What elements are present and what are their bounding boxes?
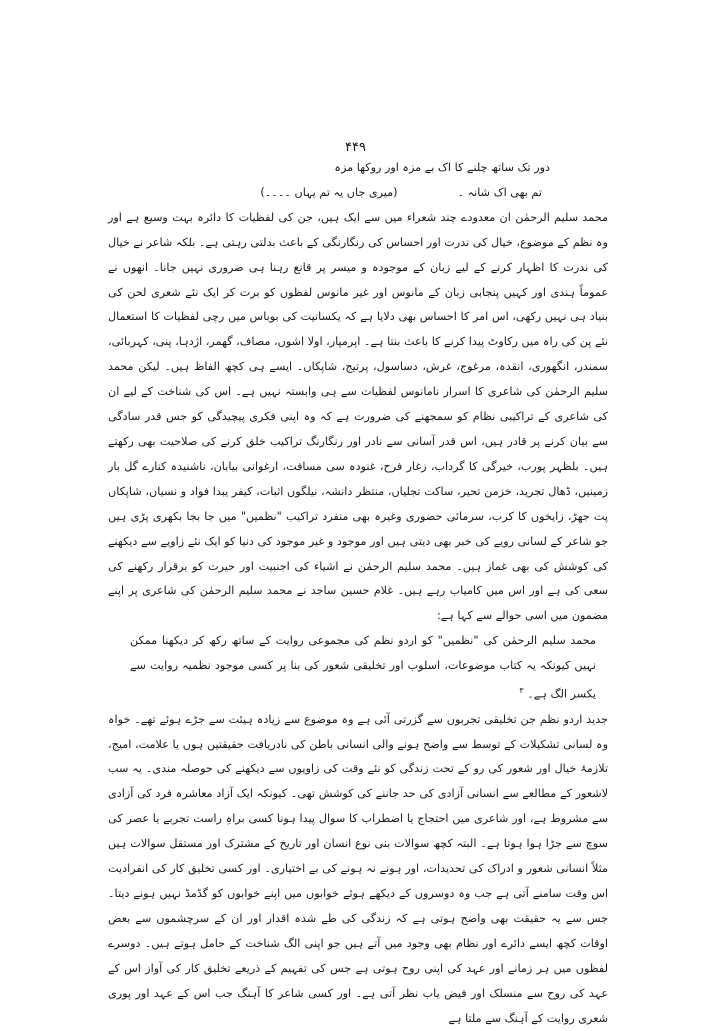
- verse-reference: (میری جاں یہ تم یہاں ۔۔۔۔): [260, 185, 398, 199]
- block-quote-text: محمد سلیم الرحمٰن کی "نظمیں" کو اردو نظم کی مجموعی روایت کے ساتھ رکھ کر دیکھنا ممکن نہیں کیونکہ یہ کتاب موضوعات، اسلوب اور تخلیقی شعور کی بنا پر کسی موجود نظمیہ روایت سے یکسر الگ ہے۔: [130, 634, 596, 701]
- block-quote: [108, 629, 608, 707]
- verse-line-2: [108, 181, 608, 206]
- verse-line-2-text: تم بھی اک شانہ ۔: [457, 185, 542, 199]
- body-text: [108, 156, 608, 1031]
- verse-line-1: دور تک ساتھ چلنے کا اک بے مزہ اور روکھا مزہ: [334, 161, 550, 174]
- paragraph-1: محمد سلیم الرحمٰن ان معدودے چند شعراء میں سے ایک ہیں، جن کی لفظیات کا دائرہ بہت وسیع ہے اور وہ نظم کے موضوع، خیال کی ندرت اور احساس کی رنگارنگی کے باعث بدلتی رہتی ہے۔ بلکہ شاعر نے خیال کی ندرت کا اظہار کرنے کے لیے زبان کے موجودہ و میسر پر قانع رہنا ہی ضروری نہیں جانا۔ انھوں نے عموماً ہندی اور کہیں پنجابی زبان کے مانوس اور غیر مانوس لفظوں کو برت کر ایک نئے شعری لحن کی بنیاد ہی نہیں رکھی، اس امر کا احساس بھی دلایا ہے کہ یکسانیت کی بوباس میں رچی لفظیات کا استعمال نئے پن کی راہ میں رکاوٹ پیدا کرنے کا باعث بنتا ہے۔ اپرمپار، اولا اشوں، مصاف، گھمر، اژدہا، پنی، کہربائی، سمندر، انگھوری، انقدہ، مرغوج، غرش، دساسول، پرتیج، شاپکاں۔ ایسے ہی کچھ الفاظ ہیں۔ لیکن محمد سلیم الرحمٰن کی شاعری کا اسرار نامانوس لفظیات سے ہی وابستہ نہیں ہے۔ اس کی شناخت کے لیے ان کی شاعری کے تراکیبی نظام کو سمجھنے کی ضرورت ہے کہ وہ اپنی فکری پیچیدگی کو جس قدر سادگی سے بیان کرنے پر قادر ہیں، اس قدر آسانی سے نادر اور رنگارنگ تراکیب خلق کرنے کی صلاحیت بھی رکھتے ہیں۔ بلظہر پورب، خیرگی کا گرداب، زغار فرح، غنودہ سی مسافت، ارغوانی بیابان، ناشنیدہ کنارے گل بار زمینیں، ڈھال تجرید، خزمن تحیر، ساکت تجلیاں، منتظر دانشہ، نیلگوں اثبات، کیفر یبدا فواد و نسیاں، شاپکاں پت جھڑ، زایخوں کا کرب، سرمائی حضوری وغیرہ بھی منفرد تراکیب "نظمیں" میں جا بجا بکھری پڑی ہیں جو شاعر کے لسانی رویے کی خبر بھی دیتی ہیں اور موجود و غیر موجود کی دنیا کو ایک نئے زاویے سے دیکھنے کی کوشش کی بھی غماز ہیں۔ محمد سلیم الرحمٰن نے اشیاء کی اجنبیت اور حیرت کو برقرار رکھنے کی سعی کی ہے اور اس میں کامیاب رہے ہیں۔ غلام حسین ساجد نے محمد سلیم الرحمٰن کی شاعری پر اپنے مضمون میں اسی حوالے سے کہا ہے:: [108, 210, 608, 623]
- page-number: ۴۴۹: [345, 140, 366, 155]
- footnote-marker: ۳: [519, 686, 524, 696]
- paragraph-2: جدید اردو نظم جن تخلیقی تجربوں سے گزرتی آئی ہے وہ موضوع سے زیادہ ہیئت سے جڑے ہوئے تھے۔ خواہ وہ لسانی تشکیلات کے توسط سے واضح ہونے والی انسانی باطن کی نادریافت حقیقتیں ہوں یا علامت، امیج، تلازمۂ خیال اور شعور کی رو کے تحت زندگی کو نئے وقت کی زاویوں سے دیکھنے کی حوصلہ مندی۔ یہ سب لاشعور کے مطالعے سے انسانی آزادی کی حد جاننے کی کوشش تھی۔ کیونکہ ایک آزاد معاشرہ فرد کی آزادی سے مشروط ہے، اور شاعری میں احتجاج یا اضطراب کا سوال پیدا ہونا کسی براہِ راست تجربے یا عصر کی سوچ سے جڑا ہوا ہوتا ہے۔ البتہ کچھ سوالات بنی نوع انسان اور تاریخ کے مشترک اور مستقل سوالات ہیں مثلاً انسانی شعور و ادراک کی تحدیدات، اور ہونے نہ ہونے کی بے اختیاری۔ اور کسی تخلیق کار کی انفرادیت اس وقت سامنے آتی ہے جب وہ دوسروں کے دیکھے ہوئے خوابوں میں اپنے خوابوں کو گڈمڈ نہیں ہونے دیتا۔ جس سے یہ حقیقت بھی واضح ہوتی ہے کہ زندگی کی طے شدہ اقدار اور ان کے سرچشموں سے بعض اوقات کچھ ایسے دائرے اور نظام بھی وجود میں آتے ہیں جو اپنی الگ شناخت کے حامل ہوتے ہیں۔ دوسرے لفظوں میں ہر زمانے اور عہد کی اپنی روح ہوتی ہے جس کی تفہیم کے ذریعے تخلیق کار کی آواز اس کے عہد کی روح سے منسلک اور فیض یاب نظر آتی ہے۔ اور کسی شاعر کا آہنگ جب اس کے عہد اور پوری شعری روایت کے آہنگ سے ملتا ہے: [108, 712, 608, 1025]
